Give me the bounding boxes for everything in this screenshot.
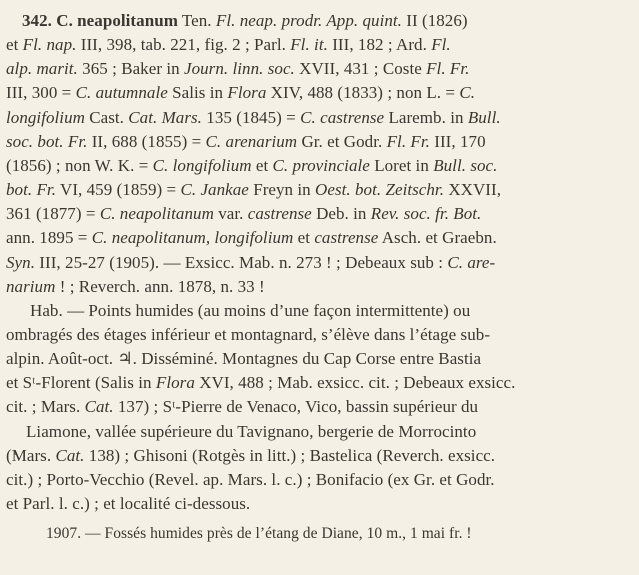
text-run: alpin. Août-oct. ♃. Disséminé. Montagnes du Cap Corse entre Bastia — [6, 349, 482, 369]
italic-text: C. neapolitanum, longifolium — [91, 228, 294, 248]
text-run: 135 (1845) = — [202, 107, 301, 127]
text-run: Freyn in — [248, 180, 316, 200]
text-line — [0, 274, 639, 300]
text-line — [0, 153, 639, 179]
text-run: 361 (1877) = — [6, 204, 100, 224]
text-run: ann. 1895 = — [6, 228, 92, 248]
italic-text: C. arenarium — [205, 131, 298, 151]
italic-text: Bull. soc. — [433, 155, 498, 175]
text-line — [0, 491, 639, 517]
text-line — [0, 419, 639, 445]
text-run: III, 170 — [429, 131, 486, 151]
italic-text: Oest. bot. Zeitschr. — [315, 180, 445, 200]
text-run: 365 ; Baker in — [77, 59, 184, 79]
text-line — [0, 32, 639, 58]
italic-text: C. Jankae — [180, 180, 249, 200]
text-line — [0, 394, 639, 420]
text-line — [0, 8, 639, 34]
text-line — [0, 105, 639, 131]
italic-text: C. are- — [447, 252, 496, 272]
italic-text: C. castrense — [300, 107, 385, 127]
bold-text: C. neapolitanum — [56, 11, 178, 30]
text-run: XVI, 488 ; Mab. exsicc. cit. ; Debeaux exsicc. — [194, 373, 516, 393]
text-line — [0, 467, 639, 493]
text-run: ombragés des étages inférieur et montagnard, s’élève dans l’étage sub- — [6, 324, 491, 344]
italic-text: castrense — [314, 228, 379, 248]
text-line — [0, 201, 639, 227]
italic-text: C. longifolium — [152, 155, 252, 175]
text-run: et Sᵗ-Florent (Salis in — [6, 373, 156, 393]
italic-text: Cat. Mars. — [128, 107, 202, 127]
italic-text: C. autumnale — [75, 83, 168, 103]
text-line — [0, 129, 639, 155]
text-run: et Parl. l. c.) ; et localité ci-dessous. — [6, 494, 251, 513]
text-line — [0, 298, 639, 324]
text-run: Ten. — [177, 11, 216, 30]
text-run: II, 688 (1855) = — [87, 131, 206, 151]
italic-text: bot. Fr. — [6, 180, 56, 200]
italic-text: Flora — [227, 83, 267, 103]
text-run: Loret in — [369, 155, 434, 175]
italic-text: castrense — [247, 204, 312, 224]
text-line — [0, 370, 639, 396]
text-run: Liamone, vallée supérieure du Tavignano, bergerie de Morrocinto — [26, 421, 477, 441]
text-run: 138) ; Ghisoni (Rotgès in litt.) ; Bastelica (Reverch. exsicc. — [84, 445, 496, 465]
italic-text: Cat. — [55, 445, 85, 465]
text-run: XVII, 431 ; Coste — [294, 59, 427, 79]
italic-text: Bull. — [467, 107, 501, 127]
text-run: XIV, 488 (1833) ; non L. = — [266, 83, 460, 103]
text-run: ! ; Reverch. ann. 1878, n. 33 ! — [55, 276, 265, 296]
text-run: et — [251, 155, 273, 175]
italic-text: Journ. linn. soc. — [183, 59, 295, 79]
italic-text: C. neapolitanum — [99, 204, 214, 224]
text-run: III, 300 = — [6, 83, 76, 103]
text-run: et — [293, 228, 315, 248]
italic-text: Fl. neap. prodr. App. quint. — [215, 11, 402, 30]
text-line — [0, 346, 639, 372]
text-line — [0, 80, 639, 106]
text-line — [0, 250, 639, 276]
text-run: III, 398, tab. 221, fig. 2 ; Parl. — [76, 35, 291, 55]
italic-text: Syn. — [6, 252, 35, 272]
text-line — [0, 177, 639, 203]
text-run: XXVII, — [444, 180, 502, 200]
text-run: VI, 459 (1859) = — [56, 180, 181, 200]
italic-text: soc. bot. Fr. — [6, 131, 88, 151]
text-run: (1856) ; non W. K. = — [6, 155, 153, 175]
italic-text: Fl. it. — [290, 35, 328, 55]
text-run: III, 182 ; Ard. — [327, 35, 432, 55]
italic-text: C. provinciale — [272, 155, 370, 175]
italic-text: Cat. — [84, 397, 114, 417]
text-line — [0, 521, 639, 547]
bold-text: 342. — [22, 11, 57, 30]
text-run: III, 25-27 (1905). — Exsicc. Mab. n. 273 ! ; Debeaux sub : — [35, 252, 448, 272]
italic-text: C. — [459, 83, 476, 103]
text-run: Gr. et Godr. — [297, 131, 387, 151]
text-line — [0, 225, 639, 251]
text-run: Cast. — [84, 107, 129, 127]
italic-text: narium — [6, 276, 56, 296]
italic-text: Fl. Fr. — [426, 59, 470, 79]
italic-text: Fl. — [431, 35, 451, 55]
text-run: cit. ; Mars. — [6, 397, 85, 417]
text-run: 1907. — Fossés humides près de l’étang de Diane, 10 m., 1 mai fr. ! — [46, 525, 472, 543]
text-run: II (1826) — [401, 11, 468, 30]
text-line — [0, 56, 639, 82]
text-run: 137) ; Sᵗ-Pierre de Venaco, Vico, bassin supérieur du — [113, 397, 479, 417]
text-run: Hab. — Points humides (au moins d’une façon intermittente) ou — [30, 300, 471, 320]
text-line — [0, 443, 639, 469]
italic-text: Flora — [155, 373, 195, 393]
text-run: et — [6, 35, 23, 55]
text-run: Salis in — [167, 83, 228, 103]
italic-text: Fl. Fr. — [386, 131, 430, 151]
text-run: Laremb. in — [384, 107, 468, 127]
text-run: (Mars. — [6, 445, 56, 465]
italic-text: alp. marit. — [6, 59, 78, 79]
text-line — [0, 322, 639, 348]
text-run: Asch. et Graebn. — [378, 228, 497, 248]
italic-text: longifolium — [6, 107, 85, 127]
text-run: cit.) ; Porto-Vecchio (Revel. ap. Mars. l. c.) ; Bonifacio (ex Gr. et Godr. — [6, 469, 495, 489]
text-run: var. — [213, 204, 248, 224]
text-run: Deb. in — [311, 204, 371, 224]
italic-text: Rev. soc. fr. Bot. — [370, 204, 482, 224]
italic-text: Fl. nap. — [22, 35, 77, 55]
